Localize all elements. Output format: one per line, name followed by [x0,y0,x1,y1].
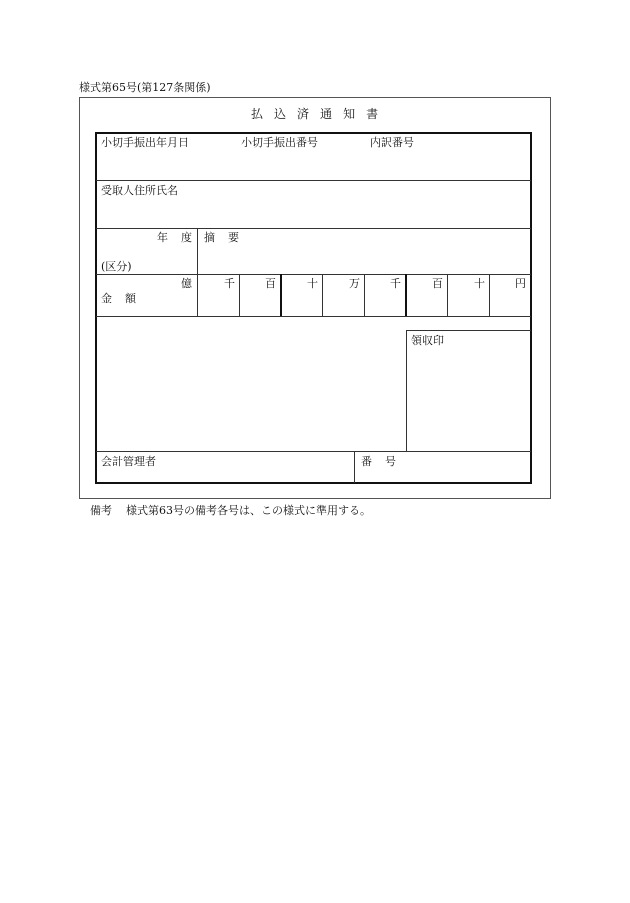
unit-oku: 億 [181,277,192,290]
unit-man: 万 [349,277,360,290]
title-char: 書 [366,107,379,121]
title-char: 払 [251,107,264,121]
row-divider [96,274,531,275]
unit-juu: 十 [474,277,485,290]
title-char: 通 [320,107,333,121]
unit-hyaku: 百 [265,277,276,290]
fiscal-year-char: 度 [181,231,192,244]
column-divider-bold [280,274,282,316]
receipt-seal-label: 領収印 [411,334,444,347]
column-divider [364,274,365,316]
remarks-text: 様式第63号の備考各号は、この様式に準用する。 [126,504,371,517]
amount-label-char: 金 [101,292,112,305]
row-divider [96,316,531,317]
column-divider [354,451,355,483]
check-issue-date-label: 小切手振出年月日 [101,136,189,149]
number-char: 号 [385,455,396,468]
form-title [251,108,378,120]
remarks-label: 備考 [90,504,112,517]
recipient-address-name-label: 受取人住所氏名 [101,184,178,197]
title-char: 込 [274,107,287,121]
check-issue-number-label: 小切手振出番号 [241,136,318,149]
column-divider-bold [405,274,407,316]
breakdown-number-label: 内訳番号 [370,136,414,149]
accountant-label: 会計管理者 [101,455,156,468]
title-char: 済 [297,107,310,121]
column-divider [447,274,448,316]
summary-char: 要 [228,231,239,244]
column-divider [197,228,198,316]
seal-box-top [406,330,531,331]
unit-sen: 千 [390,277,401,290]
row-divider [96,451,531,452]
row-divider [96,228,531,229]
unit-juu: 十 [307,277,318,290]
amount-label-char: 額 [125,292,136,305]
column-divider [322,274,323,316]
column-divider [239,274,240,316]
unit-yen: 円 [515,277,526,290]
fiscal-year-char: 年 [157,231,168,244]
row-divider [96,180,531,181]
unit-hyaku: 百 [432,277,443,290]
number-char: 番 [361,455,372,468]
column-divider [489,274,490,316]
seal-box-left [406,330,407,451]
form-number-label: 様式第65号(第127条関係) [79,81,211,94]
title-char: 知 [343,107,356,121]
unit-sen: 千 [224,277,235,290]
division-label: (区分) [101,260,132,273]
summary-char: 摘 [204,231,215,244]
